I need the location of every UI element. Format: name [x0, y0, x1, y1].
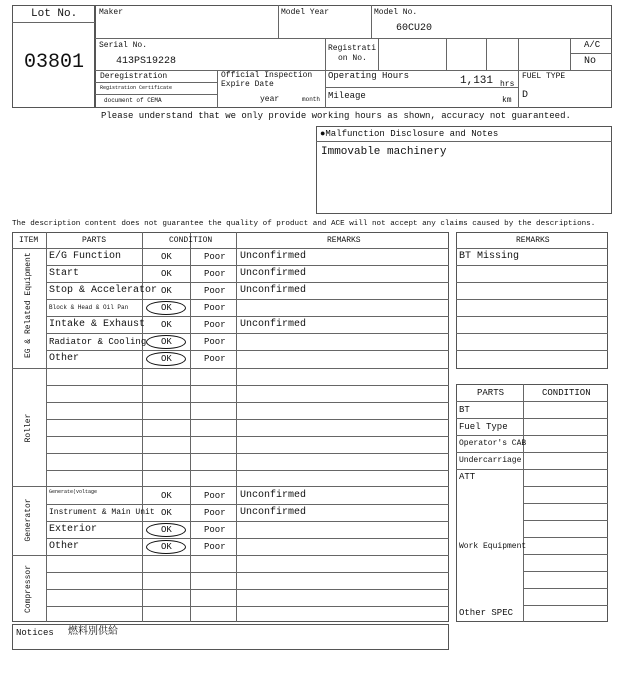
right-parts-header: PARTS [477, 388, 505, 398]
right-part-fuel-type: Fuel Type [459, 422, 508, 432]
working-hours-notice: Please understand that we only provide working hours as shown, accuracy not guaranteed. [101, 111, 571, 121]
malfunction-box [316, 126, 612, 214]
right-remark-1: BT Missing [459, 251, 520, 262]
compressor-section-label: Compressor [24, 565, 33, 614]
malfunction-text: Immovable machinery [321, 146, 447, 158]
right-part-bt: BT [459, 405, 470, 415]
right-remarks-header: REMARKS [516, 236, 550, 245]
poor-label: Poor [204, 286, 226, 296]
generator-section-label: Generator [24, 498, 33, 542]
month-label: month [302, 96, 321, 103]
poor-label: Poor [204, 303, 226, 313]
right-condition-header: CONDITION [542, 388, 591, 398]
remark-text: Unconfirmed [240, 319, 307, 330]
remark-text: Unconfirmed [240, 507, 307, 518]
hrs-label: hrs [500, 80, 515, 89]
registration-label-2: on No. [338, 54, 367, 63]
ok-label: OK [161, 337, 172, 347]
deregistration-label: Deregistration [100, 72, 168, 81]
ac-label: A/C [584, 40, 601, 50]
lot-number: 03801 [24, 51, 85, 74]
registration-certificate-label: Registration Certificate [100, 85, 173, 91]
maker-label: Maker [99, 8, 124, 17]
ok-label: OK [161, 252, 172, 262]
remark-text: Unconfirmed [240, 490, 307, 501]
part-name: Other [49, 353, 80, 364]
lot-label: Lot No. [31, 8, 78, 20]
poor-label: Poor [204, 508, 226, 518]
condition-header: CONDITION [169, 236, 213, 245]
eg-section-label: EG & Related Equipment [24, 252, 33, 358]
remark-text: Unconfirmed [240, 251, 307, 262]
part-name: Radiator & Cooling [49, 337, 147, 347]
ok-label: OK [161, 269, 172, 279]
part-name: Stop & Accelerator [49, 285, 158, 296]
registration-label-1: Registrati [328, 44, 377, 53]
ok-label: OK [161, 286, 172, 296]
year-label: year [260, 95, 280, 104]
serial-label: Serial No. [99, 41, 148, 50]
ok-label: OK [161, 542, 172, 552]
item-header: ITEM [19, 236, 39, 245]
notices-label: Notices [16, 628, 54, 638]
serial-value: 413PS19228 [116, 56, 177, 67]
ok-label: OK [161, 354, 172, 364]
fuel-type-value: D [522, 90, 529, 101]
poor-label: Poor [204, 525, 226, 535]
inspection-label-2: Expire Date [221, 80, 274, 89]
poor-label: Poor [204, 542, 226, 552]
ok-label: OK [161, 508, 172, 518]
remarks-header: REMARKS [327, 236, 361, 245]
notices-text: 燃料別供給 [68, 626, 118, 637]
fuel-type-label: FUEL TYPE [522, 72, 566, 81]
operating-hours-label: Operating Hours [328, 71, 410, 81]
ok-label: OK [161, 491, 172, 501]
roller-section-label: Roller [24, 413, 33, 443]
remark-text: Unconfirmed [240, 285, 307, 296]
km-label: km [502, 96, 512, 105]
model-year-label: Model Year [281, 8, 330, 17]
part-name: Exterior [49, 524, 98, 535]
remark-text: Unconfirmed [240, 268, 307, 279]
right-part-undercarriage: Undercarriage [459, 456, 522, 465]
ok-label: OK [161, 303, 172, 313]
mileage-label: Mileage [328, 91, 366, 101]
parts-header: PARTS [82, 236, 107, 245]
part-name: Other [49, 541, 80, 552]
poor-label: Poor [204, 320, 226, 330]
poor-label: Poor [204, 354, 226, 364]
part-name: Instrument & Main Unit [49, 508, 155, 517]
part-name: Start [49, 268, 80, 279]
right-part-operators-cab: Operator's CAB [459, 439, 527, 448]
part-name: Generate(voltage [49, 489, 98, 495]
inspection-label-1: Official Inspection [221, 71, 313, 80]
part-name: Block & Head & Oil Pan [49, 304, 129, 311]
right-part-att: ATT [459, 472, 476, 482]
poor-label: Poor [204, 337, 226, 347]
ok-label: OK [161, 320, 172, 330]
right-part-work-equipment: Work Equipment [459, 542, 527, 551]
ac-value: No [584, 56, 597, 67]
ok-label: OK [161, 525, 172, 535]
model-no-label: Model No. [374, 8, 418, 17]
poor-label: Poor [204, 491, 226, 501]
model-no-value: 60CU20 [396, 23, 433, 34]
poor-label: Poor [204, 269, 226, 279]
operating-hours-value: 1,131 [460, 75, 494, 87]
right-part-other-spec: Other SPEC [459, 608, 514, 618]
poor-label: Poor [204, 252, 226, 262]
part-name: Intake & Exhaust [49, 319, 146, 330]
disclaimer-text: The description content does not guarantee the quality of product and ACE will not accept any claims caused by the descriptions. [12, 220, 596, 228]
malfunction-title: ●Malfunction Disclosure and Notes [320, 129, 499, 139]
part-name: E/G Function [49, 251, 122, 262]
document-cema-label: document of CEMA [104, 97, 162, 104]
